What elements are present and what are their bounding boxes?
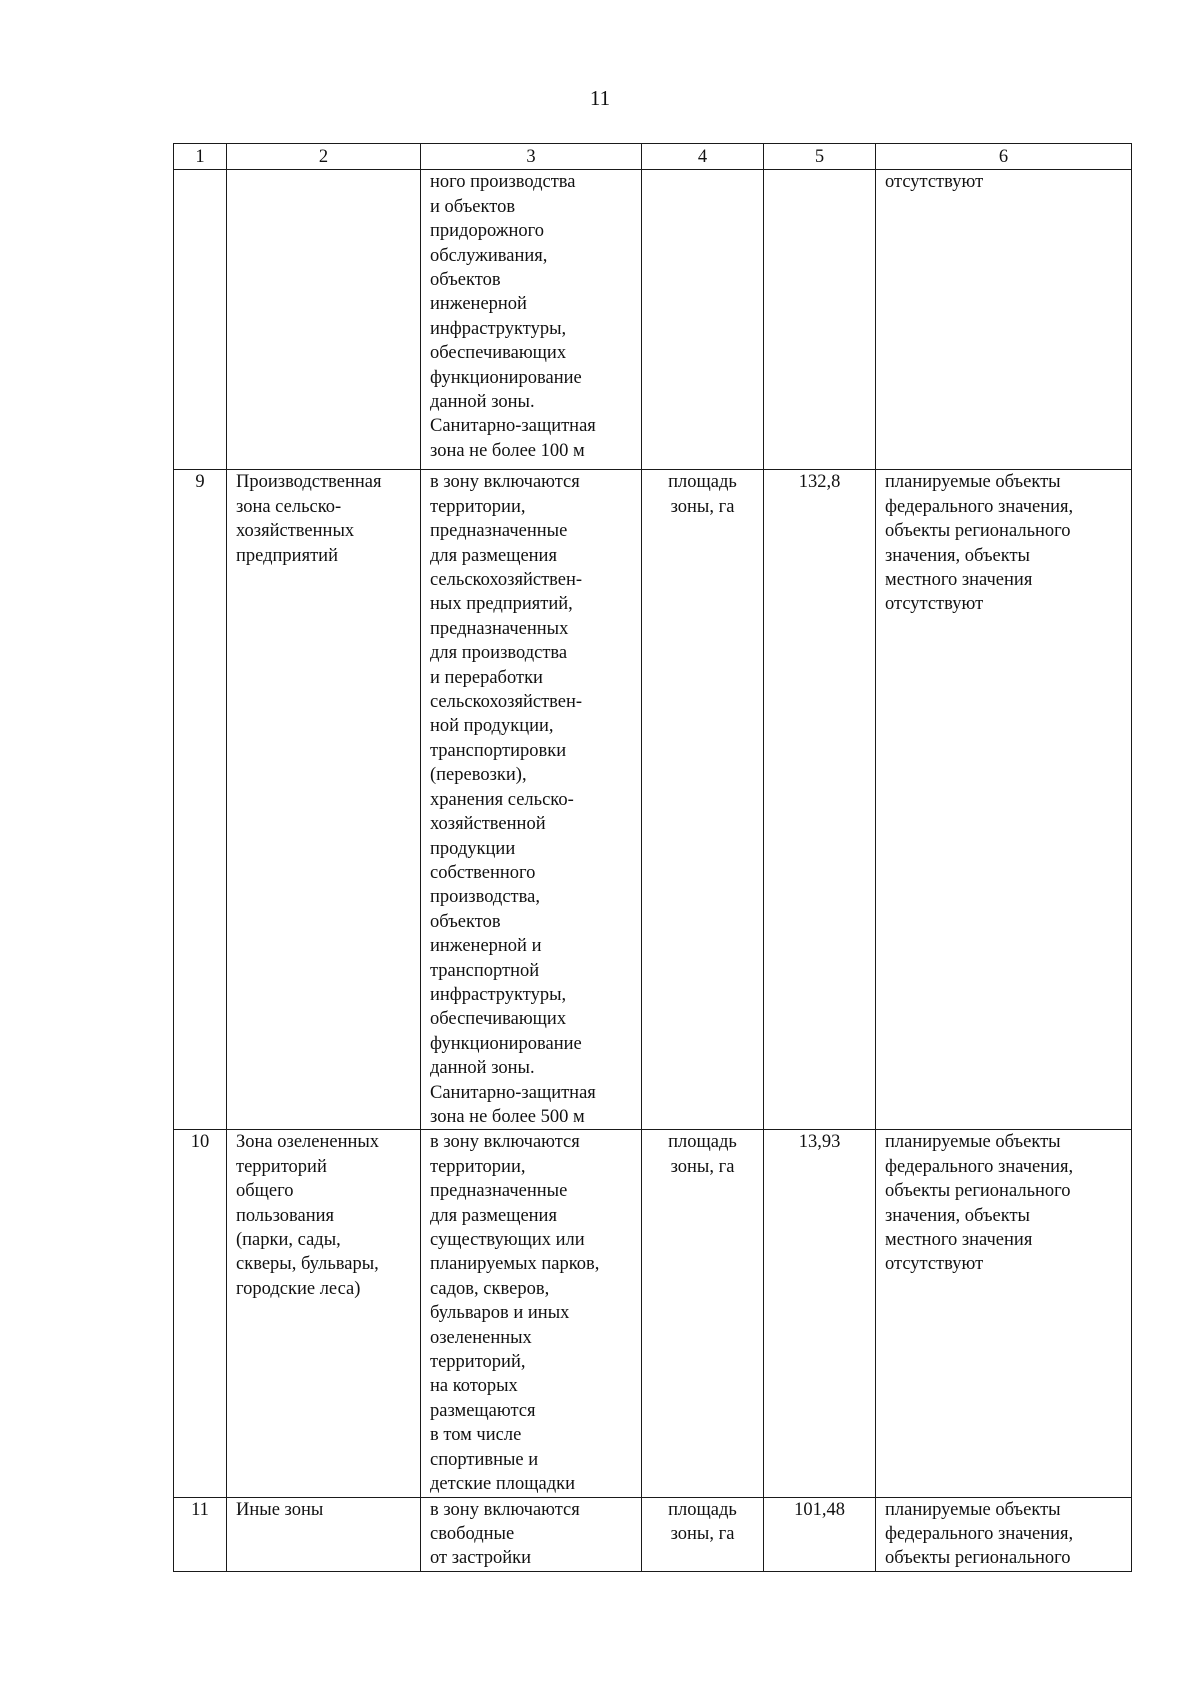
table-row <box>174 470 1132 1130</box>
zones-table <box>173 143 1132 1572</box>
column-header-4: 4 <box>642 144 764 170</box>
planned-objects-cell: планируемые объекты федерального значения, объекты регионального <box>876 1497 1132 1571</box>
column-header-5: 5 <box>764 144 876 170</box>
column-header-1: 1 <box>174 144 227 170</box>
row-number: 10 <box>174 1130 227 1497</box>
column-header-6: 6 <box>876 144 1132 170</box>
indicator-cell: площадь зоны, га <box>642 1130 764 1497</box>
row-number <box>174 170 227 470</box>
planned-objects-cell: отсутствуют <box>876 170 1132 470</box>
indicator-cell: площадь зоны, га <box>642 1497 764 1571</box>
column-header-3: 3 <box>421 144 642 170</box>
indicator-cell: площадь зоны, га <box>642 470 764 1130</box>
value-cell <box>764 170 876 470</box>
indicator-cell <box>642 170 764 470</box>
value-cell: 13,93 <box>764 1130 876 1497</box>
zone-name-cell: Зона озелененных территорий общего пользования (парки, сады, скверы, бульвары, городские леса) <box>227 1130 421 1497</box>
zone-description-cell: в зону включаются свободные от застройки <box>421 1497 642 1571</box>
zone-name-cell: Производственная зона сельско- хозяйственных предприятий <box>227 470 421 1130</box>
zone-description-cell: в зону включаются территории, предназначенные для размещения сельскохозяйствен- ных предприятий, предназначенных для производства и переработки сельскохозяйствен- ной продукции, транспортировки (перевозки), хранения сельско- хозяйственной продукции собственного производства, объектов инженерной и транспортной инфраструктуры, обеспечивающих функционирование данной зоны. Санитарно-защитная зона не более 500 м <box>421 470 642 1130</box>
zone-name-cell: Иные зоны <box>227 1497 421 1571</box>
table-header-row <box>174 144 1132 170</box>
planned-objects-cell: планируемые объекты федерального значения, объекты регионального значения, объекты местного значения отсутствуют <box>876 1130 1132 1497</box>
table-row <box>174 1497 1132 1571</box>
column-header-2: 2 <box>227 144 421 170</box>
row-number: 9 <box>174 470 227 1130</box>
table-row <box>174 1130 1132 1497</box>
zone-name-cell <box>227 170 421 470</box>
zone-description-cell: ного производства и объектов придорожного обслуживания, объектов инженерной инфраструктуры, обеспечивающих функционирование данной зоны. Санитарно-защитная зона не более 100 м <box>421 170 642 470</box>
row-number: 11 <box>174 1497 227 1571</box>
planned-objects-cell: планируемые объекты федерального значения, объекты регионального значения, объекты местного значения отсутствуют <box>876 470 1132 1130</box>
table-row <box>174 170 1132 470</box>
page-number: 11 <box>589 86 611 110</box>
value-cell: 132,8 <box>764 470 876 1130</box>
zone-description-cell: в зону включаются территории, предназначенные для размещения существующих или планируемых парков, садов, скверов, бульваров и иных озелененных территорий, на которых размещаются в том числе спортивные и детские площадки <box>421 1130 642 1497</box>
value-cell: 101,48 <box>764 1497 876 1571</box>
